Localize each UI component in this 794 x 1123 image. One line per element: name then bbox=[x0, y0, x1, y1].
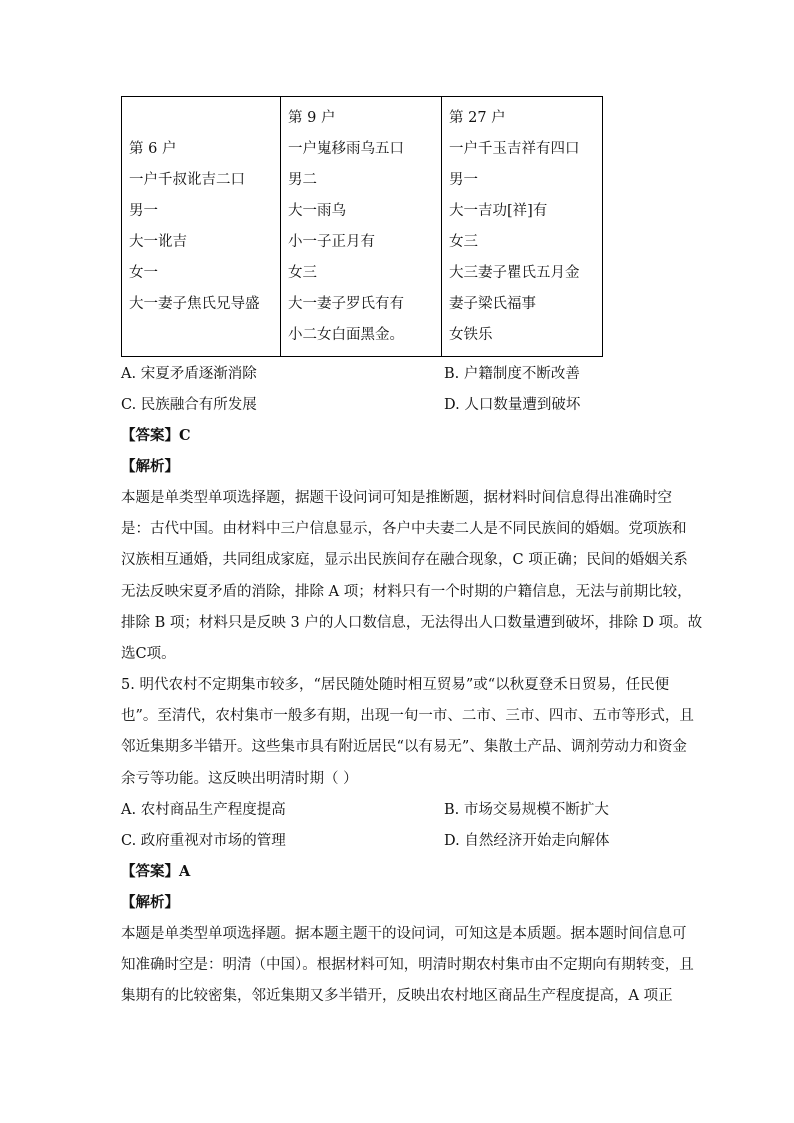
table-cell-line: 大一妻子罗氏有有 bbox=[288, 296, 404, 312]
table-cell-line: 第 27 户 bbox=[449, 110, 506, 126]
q4-option-b: B. 户籍制度不断改善 bbox=[444, 366, 580, 382]
q4-answer: 【答案】C bbox=[121, 427, 191, 444]
q5-option-d: D. 自然经济开始走向解体 bbox=[444, 833, 610, 849]
q5-option-b: B. 市场交易规模不断扩大 bbox=[444, 802, 609, 818]
q5-stem bbox=[121, 670, 694, 795]
table-cell-line: 妻子梁氏福事 bbox=[449, 296, 536, 312]
analysis-line: 汉族相互通婚，共同组成家庭，显示出民族间存在融合现象，C 项正确；民间的婚姻关系 bbox=[121, 552, 688, 569]
table-cell-line: 女一 bbox=[129, 265, 158, 281]
analysis-line: 无法反映宋夏矛盾的消除，排除 A 项；材料只有一个时期的户籍信息，无法与前期比较， bbox=[121, 583, 692, 600]
stem-line: 余亏等功能。这反映出明清时期（ ） bbox=[121, 770, 358, 787]
table-cell-line: 一户千玉吉祥有四口 bbox=[449, 141, 580, 157]
table-cell-line: 大一雨乌 bbox=[288, 203, 346, 219]
table-cell-line: 一户嵬移雨乌五口 bbox=[288, 141, 404, 157]
table-cell-line: 一户千叔讹吉二口 bbox=[129, 172, 245, 188]
table-cell-line: 小一子正月有 bbox=[288, 234, 375, 250]
table-cell-line: 男一 bbox=[129, 203, 158, 219]
q5-option-c: C. 政府重视对市场的管理 bbox=[121, 833, 286, 849]
table-cell-line: 女三 bbox=[288, 265, 317, 281]
table-cell-line: 大一妻子焦氏兄导盛 bbox=[129, 296, 260, 312]
stem-line: 也”。至清代，农村集市一般多有期，出现一旬一市、二市、三市、四市、五市等形式，且 bbox=[121, 708, 694, 725]
q5-option-a: A. 农村商品生产程度提高 bbox=[121, 802, 286, 818]
q4-option-a: A. 宋夏矛盾逐渐消除 bbox=[121, 366, 257, 382]
analysis-line: 排除 B 项；材料只是反映 3 户的人口数信息，无法得出人口数量遭到破坏，排除 D 项。故 bbox=[121, 614, 703, 631]
table-cell-line: 小二女白面黑金。 bbox=[288, 327, 404, 343]
table-cell-line: 大三妻子瞿氏五月金 bbox=[449, 265, 580, 281]
q4-option-d: D. 人口数量遭到破坏 bbox=[444, 397, 581, 413]
household-register-table bbox=[121, 96, 603, 357]
analysis-line: 是：古代中国。由材料中三户信息显示，各户中夫妻二人是不同民族间的婚姻。党项族和 bbox=[121, 521, 687, 538]
table-cell-line: 男二 bbox=[288, 172, 317, 188]
table-cell-line: 第 6 户 bbox=[129, 141, 177, 157]
q4-analysis-text bbox=[121, 483, 703, 670]
table-cell-line: 女铁乐 bbox=[449, 327, 493, 343]
household-6-cell bbox=[122, 97, 281, 357]
table-cell-line: 大一讹吉 bbox=[129, 234, 187, 250]
analysis-line: 本题是单类型单项选择题，据题干设问词可知是推断题，据材料时间信息得出准确时空 bbox=[121, 490, 672, 506]
q4-analysis-label: 【解析】 bbox=[121, 458, 179, 475]
table-cell-line: 女三 bbox=[449, 234, 478, 250]
table-cell-line: 大一吉功[祥]有 bbox=[449, 203, 548, 219]
stem-line: 5. 明代农村不定期集市较多，“居民随处随时相互贸易”或“以秋夏登禾日贸易，任民便 bbox=[121, 677, 670, 693]
analysis-line: 选C项。 bbox=[121, 645, 176, 662]
q5-answer: 【答案】A bbox=[121, 863, 191, 880]
analysis-line: 本题是单类型单项选择题。据本题主题干的设问词，可知这是本质题。据本题时间信息可 bbox=[121, 926, 687, 942]
q4-option-c: C. 民族融合有所发展 bbox=[121, 397, 257, 413]
table-cell-line: 男一 bbox=[449, 172, 478, 188]
q5-analysis-text bbox=[121, 919, 694, 1013]
analysis-line: 集期有的比较密集，邻近集期又多半错开，反映出农村地区商品生产程度提高，A 项正 bbox=[121, 988, 673, 1005]
household-27-cell bbox=[442, 97, 603, 357]
stem-line: 邻近集期多半错开。这些集市具有附近居民“以有易无”、集散土产品、调剂劳动力和资金 bbox=[121, 739, 687, 756]
household-9-cell bbox=[281, 97, 442, 357]
table-cell-line: 第 9 户 bbox=[288, 110, 336, 126]
analysis-line: 知准确时空是：明清（中国）。根据材料可知，明清时期农村集市由不定期向有期转变，且 bbox=[121, 957, 694, 974]
q5-analysis-label: 【解析】 bbox=[121, 894, 179, 911]
